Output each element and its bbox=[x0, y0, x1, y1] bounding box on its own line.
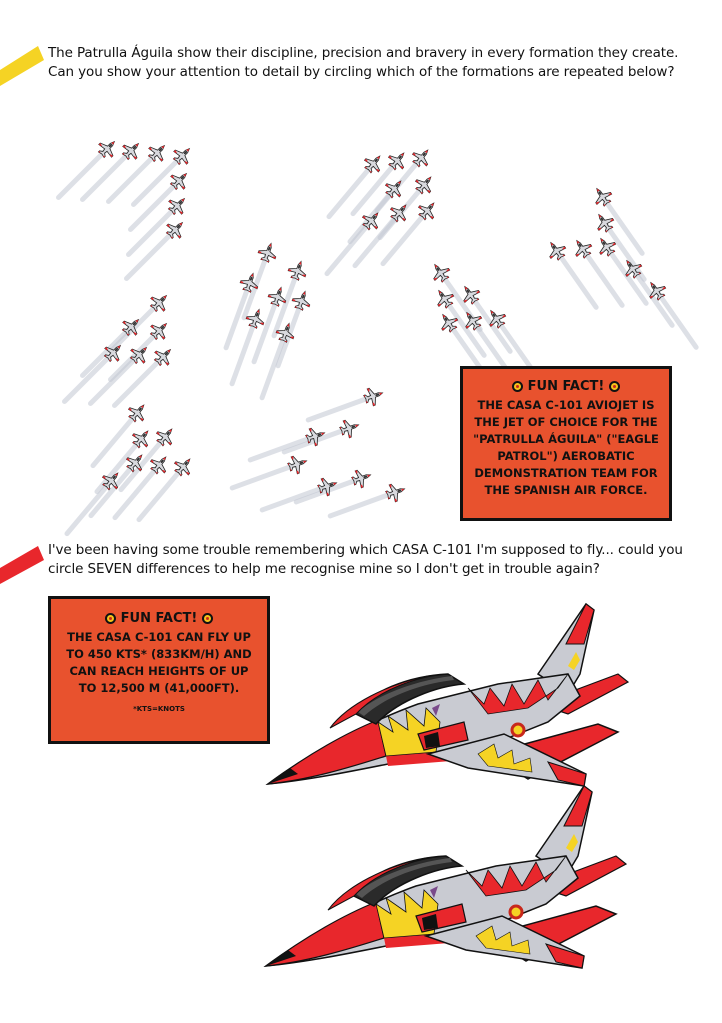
fun-fact-body: THE CASA C-101 AVIOJET IS THE JET OF CHOICE FOR THE "PATRULLA ÁGUILA" ("EAGLE PATROL") AEROBATIC DEMONSTRATION TEAM FOR THE SPANISH AIR FORCE. bbox=[473, 398, 659, 497]
jet-bottom[interactable] bbox=[266, 786, 626, 968]
jet-top[interactable] bbox=[268, 604, 628, 786]
fun-fact-note: *KTS=KNOTS bbox=[133, 705, 185, 713]
fun-fact-title: FUN FACT! bbox=[61, 611, 257, 626]
fun-fact-body: THE CASA C-101 CAN FLY UP TO 450 KTS* (833KM/H) AND CAN REACH HEIGHTS OF UP TO 12,500 M (41,000FT). bbox=[66, 630, 252, 695]
formations-instruction: The Patrulla Águila show their discipline, precision and bravery in every formation they create. Can you show your attention to detail by circling which of the formations are repeated below? bbox=[48, 45, 679, 80]
fun-fact-title: FUN FACT! bbox=[471, 379, 661, 394]
differences-instruction: I've been having some trouble remembering which CASA C-101 I'm supposed to fly... could you circle SEVEN differences to help me recognise mine so I don't get in trouble again? bbox=[48, 542, 683, 577]
